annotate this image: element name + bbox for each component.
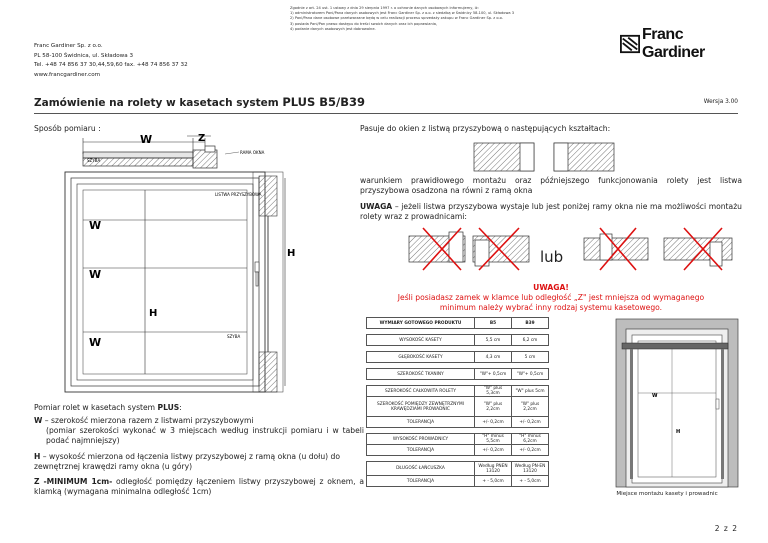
h-inner-label: H	[149, 308, 158, 319]
w-term: W	[34, 416, 43, 425]
install-w-label: W	[652, 393, 658, 399]
table-cell: TOLERANCJA	[367, 417, 475, 428]
page-title	[34, 95, 365, 109]
table-row	[367, 397, 549, 417]
table-cell: +/- 0,2cm	[512, 445, 549, 456]
table-cell: WYSOKOŚĆ KASETY	[367, 335, 475, 346]
gdpr-line: 3) posiada Pani/Pan prawo dostępu do treści swoich danych oraz ich poprawiania,	[290, 21, 438, 26]
szyba-top-label: SZYBA	[87, 158, 101, 163]
logo-text: Franc Gardiner	[642, 26, 705, 61]
gdpr-line: 1) administratorem Pani/Pana danych osobowych jest Franc Gardiner Sp. z o.o. z siedzibą w Świdnicy 58-100, ul. Składowa 3	[290, 11, 515, 16]
table-cell: 5,5 cm	[475, 335, 512, 346]
warning-line-1: Jeśli posiadasz zamek w klamce lub odległość „Z" jest mniejsza od wymaganego	[397, 293, 705, 302]
gdpr-line: Zgodnie z art. 24 ust. 1 ustawy z dnia 29 sierpnia 1997 r. o ochronie danych osobowych informujemy, iż:	[290, 6, 479, 10]
w-dimension-label-2: W	[89, 268, 102, 281]
gdpr-line: 2) Pani/Pana dane osobowe przetwarzane będą w celu realizacji procesu sprzedaży zakupu w Franc Gardiner Sp. z o.o.	[290, 16, 503, 21]
table-row	[367, 445, 549, 456]
h-text: – wysokość mierzona od łączenia listwy przyszybowej z ramą okna (u dołu) do zewnętrznej krawędzi ramy okna (u góry)	[34, 452, 340, 471]
szyba-label: SZYBA	[227, 334, 241, 339]
table-row	[367, 352, 549, 363]
company-address: PL 58-100 Świdnica, ul. Składowa 3	[34, 52, 134, 59]
warning-title: UWAGA!	[533, 283, 569, 292]
table-row	[367, 369, 549, 380]
table-row	[367, 335, 549, 346]
uwaga-text	[360, 202, 742, 222]
w-dimension-label-3: W	[89, 336, 102, 349]
table-header-cell: B39	[512, 318, 549, 329]
warning-box	[360, 283, 742, 313]
warning-line-2: minimum należy wybrać inny rodzaj systemu kasetowego.	[439, 303, 663, 312]
company-logo	[620, 26, 740, 61]
gdpr-notice	[290, 6, 620, 32]
table-cell: TOLERANCJA	[367, 476, 475, 487]
title-text: Zamówienie na rolety w kasetach system	[34, 97, 283, 109]
table-cell: SZEROKOŚĆ POMIĘDZY ZEWNĘTRZNYMI KRAWĘDZIAMI PROWADNIC	[367, 397, 475, 417]
page-number: 2 z 2	[714, 524, 738, 533]
spec-table	[366, 317, 549, 487]
table-header-cell: B5	[475, 318, 512, 329]
table-header-row	[367, 318, 549, 329]
table-cell: "W" plus 5,3cm	[475, 386, 512, 397]
z-description	[34, 477, 364, 497]
uwaga-body: – jeżeli listwa przyszybowa wystaje lub jest poniżej ramy okna nie ma możliwości montażu rolety wraz z prowadnicami:	[360, 202, 742, 221]
gdpr-line: 4) podanie danych osobowych jest dobrowolne.	[290, 26, 376, 31]
company-info	[34, 42, 188, 80]
z-label: Z	[198, 133, 206, 144]
table-cell: SZEROKOŚĆ TKANINY	[367, 369, 475, 380]
table-row	[367, 417, 549, 428]
table-cell: +/- 0,2cm	[512, 417, 549, 428]
rama-okna-label: RAMA OKNA	[240, 150, 265, 155]
h-description	[34, 452, 364, 472]
h-term: H	[34, 452, 41, 461]
table-cell: "W" plus 2,2cm	[512, 397, 549, 417]
valid-profiles-drawing	[470, 139, 620, 175]
condition-text: warunkiem prawidłowego montażu oraz późniejszego funkcjonowania rolety jest listwa przyszybowa osadzona na równi z ramą okna	[360, 176, 742, 195]
table-cell: WYSOKOŚĆ PROWADNICY	[367, 434, 475, 445]
table-cell: "H" minus 5,5cm	[475, 434, 512, 445]
install-caption: Miejsce montażu kasety i prowadnic	[616, 491, 718, 497]
table-cell: "W"+ 0,5cm	[512, 369, 549, 380]
table-cell: DŁUGOŚĆ ŁAŃCUSZKA	[367, 462, 475, 476]
h-side-label: H	[287, 248, 296, 259]
top-w-label: W	[140, 133, 153, 146]
table-cell: GŁĘBOKOŚĆ KASETY	[367, 352, 475, 363]
table-cell: +/- 0,2cm	[475, 417, 512, 428]
table-cell: SZEROKOŚĆ CAŁKOWITA ROLETY	[367, 386, 475, 397]
table-cell: "W" plus 2,2cm	[475, 397, 512, 417]
measure-title-prefix: Pomiar rolet w kasetach system	[34, 403, 158, 412]
header-divider	[34, 113, 738, 114]
z-text: odległość pomiędzy łączeniem listwy przyszybowej z oknem, a klamką (wymagana minimalna odległość 1cm)	[34, 477, 364, 496]
table-cell: Według PNEN 13120	[475, 462, 512, 476]
table-cell: 5 cm	[512, 352, 549, 363]
w-text: – szerokość mierzona razem z listwami przyszybowymi	[42, 416, 254, 425]
measure-title-brand: PLUS	[157, 403, 180, 412]
installation-diagram	[612, 317, 742, 489]
table-cell: "W" plus 5cm	[512, 386, 549, 397]
table-cell: "H" minus 6,2cm	[512, 434, 549, 445]
table-row	[367, 462, 549, 476]
uwaga-label: UWAGA	[360, 202, 393, 211]
version-label: Wersja 3.00	[703, 99, 738, 105]
table-cell: Według PN-EN 13120	[512, 462, 549, 476]
table-row	[367, 476, 549, 487]
table-header-cell: WYMIARY GOTOWEGO PRODUKTU	[367, 318, 475, 329]
fits-title: Pasuje do okien z listwą przyszybową o następujących kształtach:	[360, 124, 611, 133]
table-row	[367, 386, 549, 397]
table-cell: TOLERANCJA	[367, 445, 475, 456]
title-model: PLUS B5/B39	[282, 95, 366, 109]
w-note: (pomiar szerokości wykonać w 3 miejscach według instrukcji pomiaru i w tabeli podać najmniejszy)	[46, 426, 364, 445]
company-phone: Tel. +48 74 856 37 30,44,59,60 fax. +48 74 856 37 32	[34, 62, 188, 68]
window-measurement-drawing	[55, 132, 300, 397]
install-h-label: H	[676, 429, 681, 435]
z-term: Z -MINIMUM 1cm-	[34, 477, 113, 486]
measure-method-label: Sposób pomiaru :	[34, 124, 101, 133]
w-dimension-label-1: W	[89, 219, 102, 232]
listwa-label: LISTWA PRZYSZYBOWA	[215, 192, 262, 197]
invalid-profiles-left	[405, 224, 535, 274]
company-web: www.francgardiner.com	[34, 71, 101, 78]
table-cell: "W"+ 0,5cm	[475, 369, 512, 380]
w-description	[34, 416, 364, 446]
table-cell: + - 5,0cm	[512, 476, 549, 487]
measure-title	[34, 403, 182, 412]
measure-title-suffix: :	[179, 403, 182, 412]
table-row	[367, 434, 549, 445]
table-cell: 4,3 cm	[475, 352, 512, 363]
table-cell: + - 5,0cm	[475, 476, 512, 487]
company-name: Franc Gardiner Sp. z o.o.	[34, 43, 103, 49]
table-cell: 6,2 cm	[512, 335, 549, 346]
invalid-profiles-right	[580, 224, 740, 274]
lub-text: lub	[540, 248, 564, 266]
table-cell: +/- 0,2cm	[475, 445, 512, 456]
franc-gardiner-logo-icon	[620, 34, 640, 54]
